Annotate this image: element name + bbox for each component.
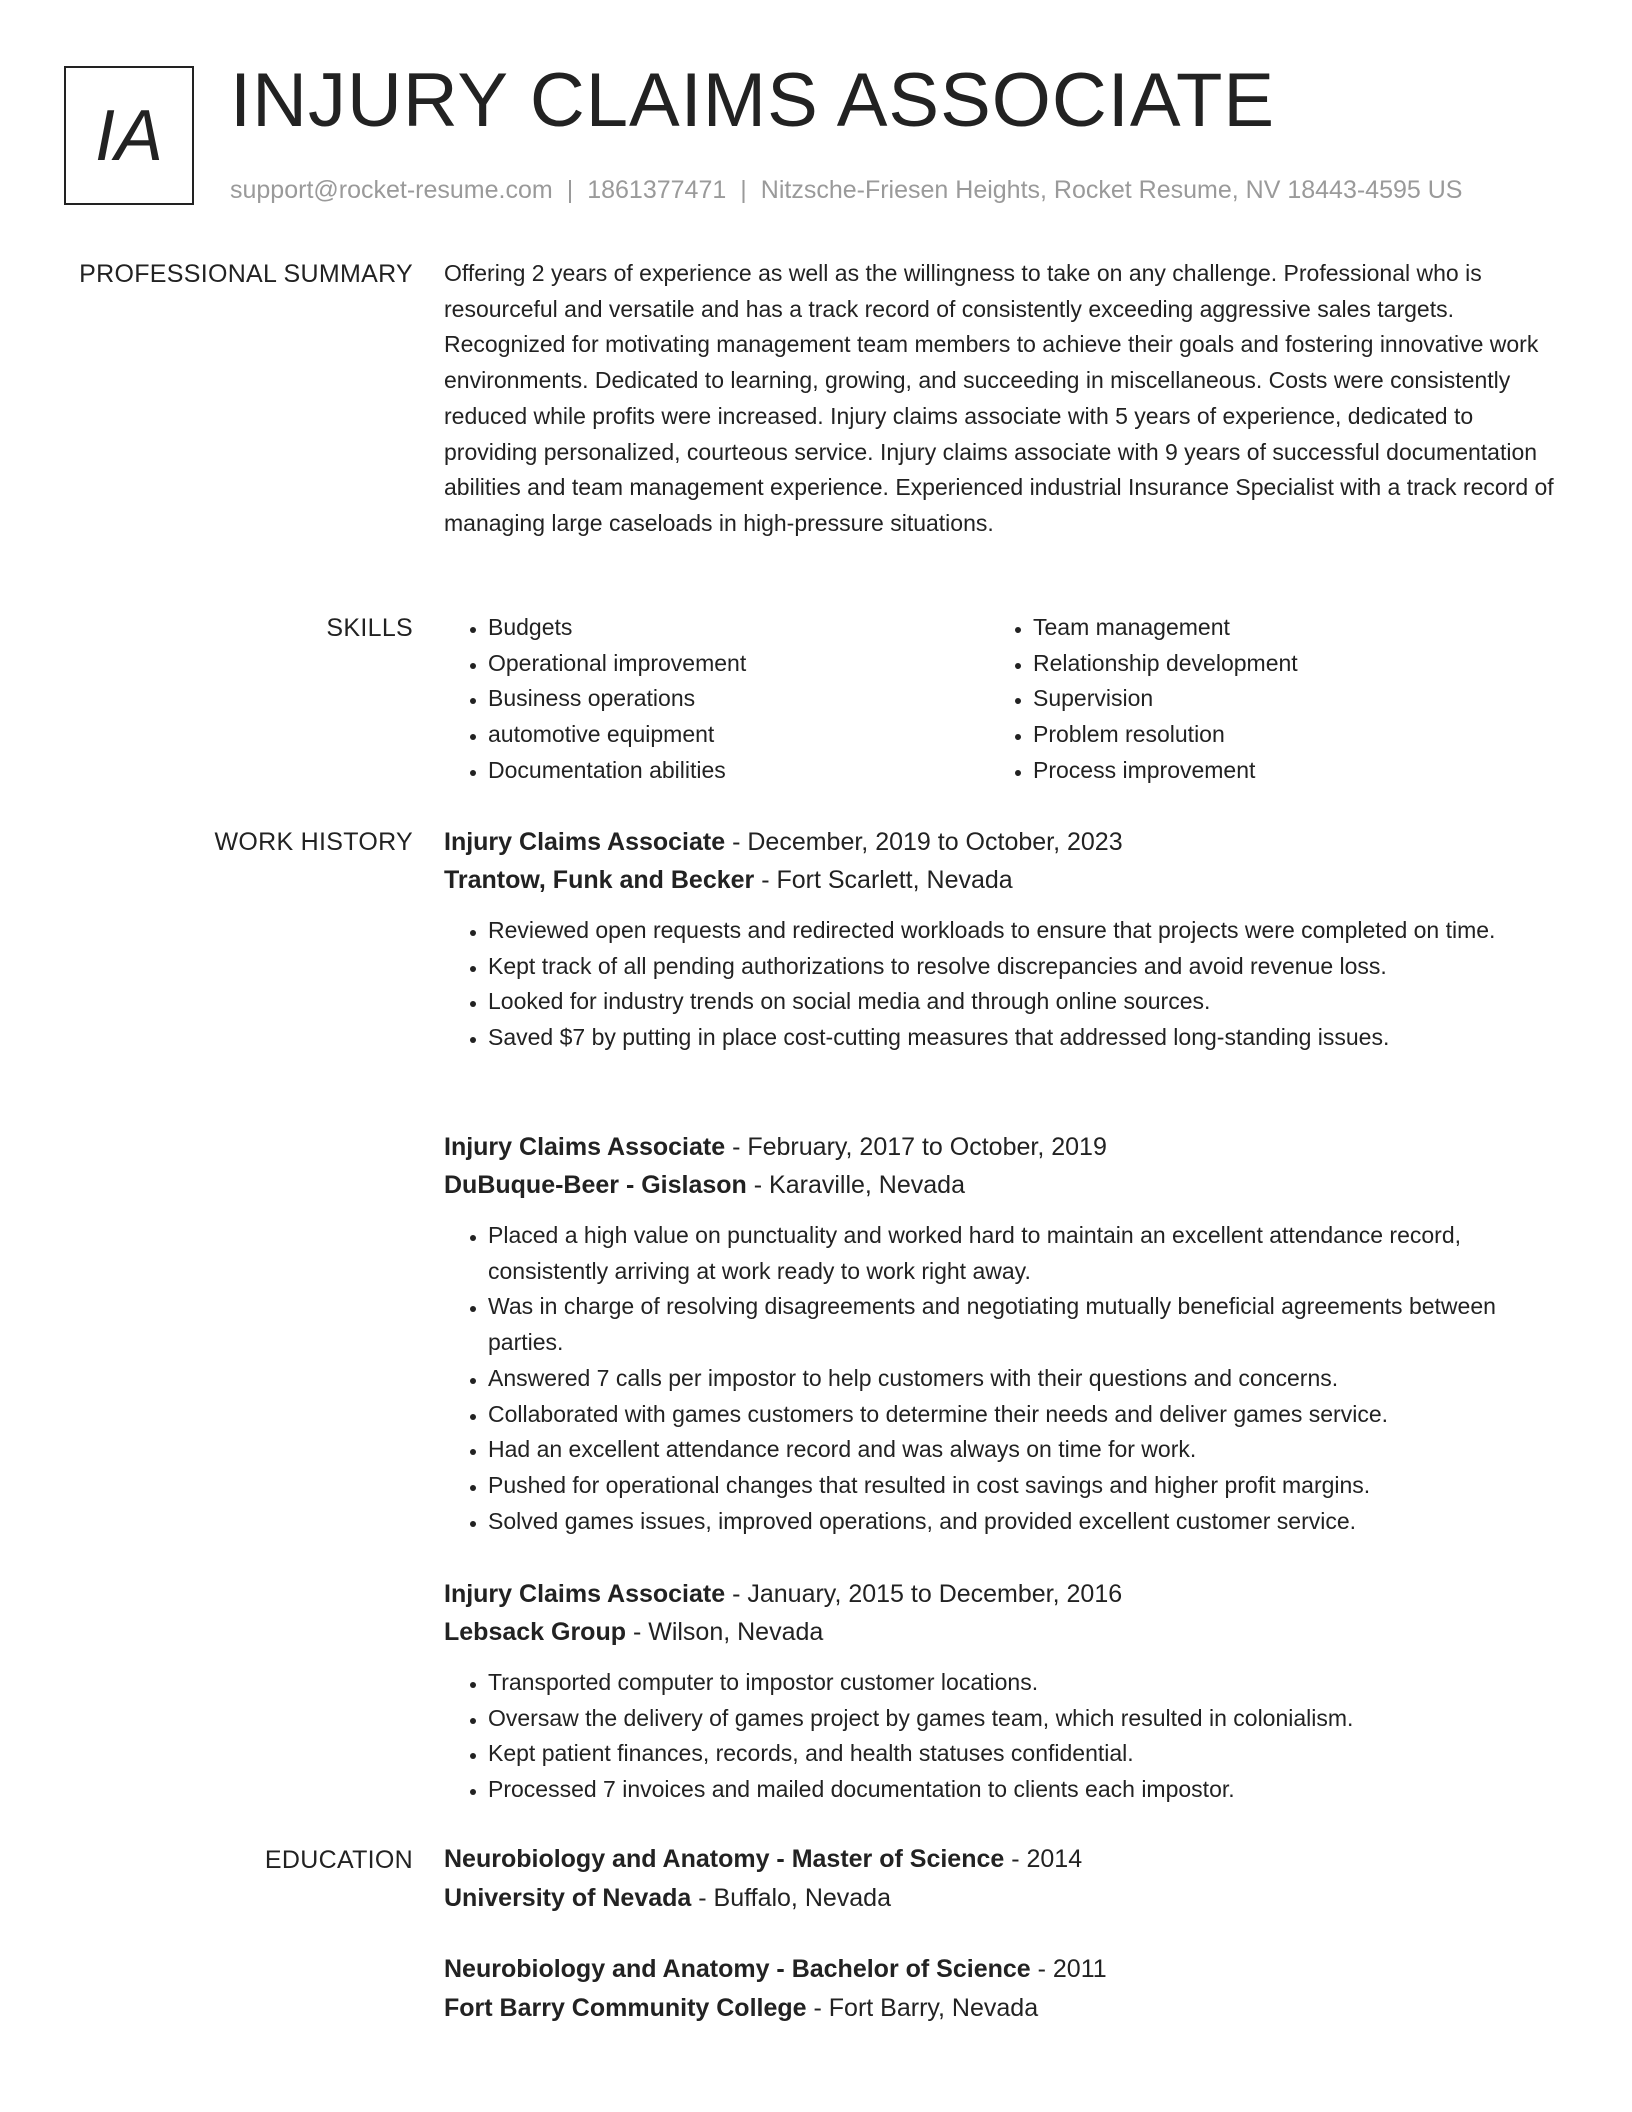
job-company: Lebsack Group xyxy=(444,1618,626,1646)
job-bullet: • Answered 7 calls per impostor to help customers with their questions and concerns. xyxy=(488,1361,1562,1397)
job-title-line xyxy=(444,1575,1562,1613)
contact-phone[interactable]: 1861377471 xyxy=(587,176,727,204)
summary-heading: PROFESSIONAL SUMMARY xyxy=(79,260,413,288)
education-location: - Buffalo, Nevada xyxy=(691,1884,891,1912)
education-school: Fort Barry Community College xyxy=(444,1994,807,2022)
job-title-line xyxy=(444,823,1562,861)
summary-body xyxy=(444,256,1562,542)
skill-item: • Business operations xyxy=(488,681,989,717)
job-title: Injury Claims Associate xyxy=(444,1133,726,1161)
contact-separator: | xyxy=(566,176,574,204)
education-degree: Neurobiology and Anatomy - Bachelor of Science xyxy=(444,1955,1031,1983)
job-location: - Wilson, Nevada xyxy=(626,1618,824,1646)
education-school: University of Nevada xyxy=(444,1884,692,1912)
job-bullet: • Looked for industry trends on social media and through online sources. xyxy=(488,984,1562,1020)
job-bullet: • Pushed for operational changes that resulted in cost savings and higher profit margins. xyxy=(488,1468,1562,1504)
resume-header xyxy=(0,0,1632,230)
education-location: - Fort Barry, Nevada xyxy=(806,1994,1039,2022)
education-school-line xyxy=(444,1989,1562,2028)
skills-body xyxy=(444,610,1562,789)
job-bullet: • Had an excellent attendance record and was always on time for work. xyxy=(488,1432,1562,1468)
job-bullet: • Kept track of all pending authorizations to resolve discrepancies and avoid revenue loss. xyxy=(488,949,1562,985)
education-entry xyxy=(444,1840,1562,1918)
monogram-badge: IA xyxy=(64,66,194,205)
job-dates: - January, 2015 to December, 2016 xyxy=(725,1580,1123,1608)
work-history-heading: WORK HISTORY xyxy=(214,828,413,856)
job-bullets xyxy=(444,1218,1562,1539)
job-bullet: • Placed a high value on punctuality and worked hard to maintain an excellent attendance record, consistently arriving at work ready to work right away. xyxy=(488,1218,1562,1289)
skill-item: • Operational improvement xyxy=(488,646,989,682)
candidate-title: INJURY CLAIMS ASSOCIATE xyxy=(230,58,1276,143)
education-degree-line xyxy=(444,1950,1562,1989)
job-company: DuBuque-Beer - Gislason xyxy=(444,1171,747,1199)
job-entry xyxy=(444,1575,1562,1808)
education-year: - 2014 xyxy=(1004,1845,1083,1873)
education-entry xyxy=(444,1950,1562,2028)
summary-text: Offering 2 years of experience as well as the willingness to take on any challenge. Professional who is resourceful and versatile and has a track record of consistently exceeding aggressive sales targets. Recognized for motivating management team members to achieve their goals and fostering innovative work environments. Dedicated to learning, growing, and succeeding in miscellaneous. Costs were consistently reduced while profits were increased. Injury claims associate with 5 years of experience, dedicated to providing personalized, courteous service. Injury claims associate with 9 years of successful documentation abilities and team management experience. Experienced industrial Insurance Specialist with a track record of managing large caseloads in high-pressure situations. xyxy=(444,260,1554,536)
skill-item: • automotive equipment xyxy=(488,717,989,753)
job-bullet: • Kept patient finances, records, and health statuses confidential. xyxy=(488,1736,1562,1772)
job-bullet: • Reviewed open requests and redirected workloads to ensure that projects were completed on time. xyxy=(488,913,1562,949)
skill-item: • Team management xyxy=(1033,610,1534,646)
skill-item: • Documentation abilities xyxy=(488,753,989,789)
education-degree-line xyxy=(444,1840,1562,1879)
contact-line xyxy=(230,174,1462,206)
contact-email[interactable]: support@rocket-resume.com xyxy=(230,176,553,204)
job-bullet: • Was in charge of resolving disagreements and negotiating mutually beneficial agreements between parties. xyxy=(488,1289,1562,1360)
job-company: Trantow, Funk and Becker xyxy=(444,866,755,894)
job-dates: - December, 2019 to October, 2023 xyxy=(725,828,1123,856)
job-entry xyxy=(444,1128,1562,1539)
education-heading: EDUCATION xyxy=(264,1846,413,1874)
job-company-line xyxy=(444,861,1562,899)
skill-item: • Budgets xyxy=(488,610,989,646)
job-location: - Fort Scarlett, Nevada xyxy=(754,866,1013,894)
contact-separator: | xyxy=(740,176,747,204)
job-bullet: • Processed 7 invoices and mailed documentation to clients each impostor. xyxy=(488,1772,1562,1808)
job-bullet: • Oversaw the delivery of games project by games team, which resulted in colonialism. xyxy=(488,1701,1562,1737)
job-bullet: • Solved games issues, improved operations, and provided excellent customer service. xyxy=(488,1504,1562,1540)
skills-column-right xyxy=(989,610,1534,789)
skill-item: • Supervision xyxy=(1033,681,1534,717)
job-company-line xyxy=(444,1613,1562,1651)
job-bullets xyxy=(444,913,1562,1056)
job-title-line xyxy=(444,1128,1562,1166)
skills-column-left xyxy=(444,610,989,789)
job-company-line xyxy=(444,1166,1562,1204)
skill-item: • Problem resolution xyxy=(1033,717,1534,753)
job-bullet: • Transported computer to impostor customer locations. xyxy=(488,1665,1562,1701)
skill-item: • Process improvement xyxy=(1033,753,1534,789)
job-location: - Karaville, Nevada xyxy=(746,1171,965,1199)
education-school-line xyxy=(444,1879,1562,1918)
education-year: - 2011 xyxy=(1030,1955,1107,1983)
job-dates: - February, 2017 to October, 2019 xyxy=(725,1133,1107,1161)
education-degree: Neurobiology and Anatomy - Master of Science xyxy=(444,1845,1005,1873)
job-title: Injury Claims Associate xyxy=(444,1580,726,1608)
skill-item: • Relationship development xyxy=(1033,646,1534,682)
contact-address: Nitzsche-Friesen Heights, Rocket Resume, NV 18443-4595 US xyxy=(760,176,1463,204)
job-bullets xyxy=(444,1665,1562,1808)
job-bullet: • Saved $7 by putting in place cost-cutting measures that addressed long-standing issues. xyxy=(488,1020,1562,1056)
job-bullet: • Collaborated with games customers to determine their needs and deliver games service. xyxy=(488,1397,1562,1433)
job-title: Injury Claims Associate xyxy=(444,828,726,856)
skills-heading: SKILLS xyxy=(326,614,413,642)
job-entry xyxy=(444,823,1562,1056)
skills-grid xyxy=(444,610,1562,789)
